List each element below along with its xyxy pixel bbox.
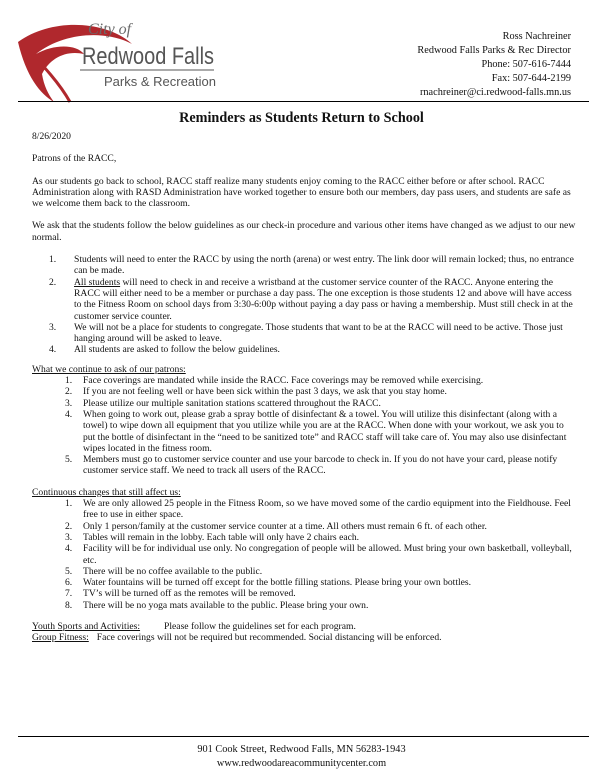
list-item: 4. When going to work out, please grab a spray bottle of disinfectant & a towel. You will utilize this disinfectant (along with a towel) to wipe down all equipment that you utilize while you are at the RACC. When done with your workout, we ask you to put the bottle of disinfectant in the “need to be sanitized tote” and RACC staff will take care of. You may also use disinfectant wipes located in the fitness room. xyxy=(65,408,567,454)
list-item: 2. Only 1 person/family at the customer service counter at a time. All others must remain 6 ft. of each other. xyxy=(65,520,487,532)
group-fitness-line: Group Fitness: Face coverings will not be required but recommended. Social distancing will be enforced. xyxy=(32,632,442,644)
changes-list xyxy=(32,498,577,611)
list-item: 2. All students will need to check in and receive a wristband at the customer service counter of the RACC. Anyone entering the RACC will either need to be a member or purchase a day pass. The one exception is those students 12 and above will have access to the Fitness Room on school days from 3:30-6:00p without paying a day pass or having a membership. Must still check in at the customer service counter. xyxy=(49,276,573,322)
continue-list xyxy=(32,375,577,477)
logo-line2: Redwood Falls xyxy=(82,43,214,70)
footer-address: 901 Cook Street, Redwood Falls, MN 56283-1943 xyxy=(197,744,406,755)
contact-email: rnachreiner@ci.redwood-falls.mn.us xyxy=(419,86,571,98)
intro-paragraph: As our students go back to school, RACC staff realize many students enjoy coming to the RACC either before or after school. RACC Administration along with RASD Administration have worked together to ensure both our members, day pass users, and students are safe as we welcome them back to the classroom. xyxy=(32,175,571,210)
list-item: 2. If you are not feeling well or have been sick within the past 3 days, we ask that you stay home. xyxy=(65,386,447,398)
logo-line3: Parks & Recreation xyxy=(104,74,216,89)
letter-body xyxy=(32,131,577,644)
contact-title: Redwood Falls Parks & Rec Director xyxy=(417,44,571,56)
list-item: 3. We will not be a place for students to congregate. Those students that want to be at the RACC will need to be active. Those just hanging around will be asked to leave. xyxy=(49,321,563,345)
header-divider xyxy=(18,101,589,102)
logo-swoosh-icon xyxy=(14,14,224,104)
section-heading-changes: Continuous changes that still affect us: xyxy=(32,486,181,498)
footer xyxy=(0,743,603,770)
list-item: 4. Facility will be for individual use only. No congregation of people will be allowed. Must bring your own basketball, volleyball, etc. xyxy=(65,543,572,566)
list-item: 1. Face coverings are mandated while inside the RACC. Face coverings may be removed while exercising. xyxy=(65,375,484,387)
list-item: 3. Please utilize our multiple sanitation stations scattered throughout the RACC. xyxy=(65,397,381,409)
section-heading-continue: What we continue to ask of our patrons: xyxy=(32,363,186,375)
logo-line1: City of xyxy=(88,21,132,38)
page-title: Reminders as Students Return to School xyxy=(179,110,424,126)
list-item: 8. There will be no yoga mats available to the public. Please bring your own. xyxy=(65,599,369,611)
contact-name: Ross Nachreiner xyxy=(502,31,571,42)
list-item: 1. Students will need to enter the RACC by using the north (arena) or west entry. The link door will remain locked; thus, no entrance can be made. xyxy=(49,254,574,277)
list-item: 6. Water fountains will be turned off except for the bottle filling stations. Please bring your own bottles. xyxy=(65,577,472,589)
contact-block xyxy=(417,30,571,100)
greeting: Patrons of the RACC, xyxy=(32,153,117,165)
intro-paragraph: We ask that the students follow the below guidelines as our check-in procedure and various other items have changed as we adjust to our new normal. xyxy=(32,220,576,243)
student-guidelines-list xyxy=(32,254,577,356)
list-item: 4. All students are asked to follow the below guidelines. xyxy=(49,344,280,356)
contact-phone: Phone: 507-616-7444 xyxy=(481,58,571,70)
list-item: 7. TV’s will be turned off as the remotes will be removed. xyxy=(65,588,296,600)
letter-date: 8/26/2020 xyxy=(32,131,71,142)
list-item: 1. We are only allowed 25 people in the Fitness Room, so we have moved some of the cardio equipment into the Fieldhouse. Feel free to use in either space. xyxy=(65,498,571,521)
contact-fax: Fax: 507-644-2199 xyxy=(491,72,571,84)
list-item: 5. There will be no coffee available to the public. xyxy=(65,565,263,577)
footer-divider xyxy=(18,736,589,737)
footer-website[interactable]: www.redwoodareacommunitycenter.com xyxy=(216,757,387,769)
list-item: 5. Members must go to customer service counter and use your barcode to check in. If you do not have your card, please notify customer service staff. We need to track all users of the RACC. xyxy=(65,454,558,477)
city-logo xyxy=(14,14,224,104)
list-item: 3. Tables will remain in the lobby. Each table will only have 2 chairs each. xyxy=(65,531,360,543)
youth-sports-line: Youth Sports and Activities: Please follow the guidelines set for each program. xyxy=(32,620,356,632)
